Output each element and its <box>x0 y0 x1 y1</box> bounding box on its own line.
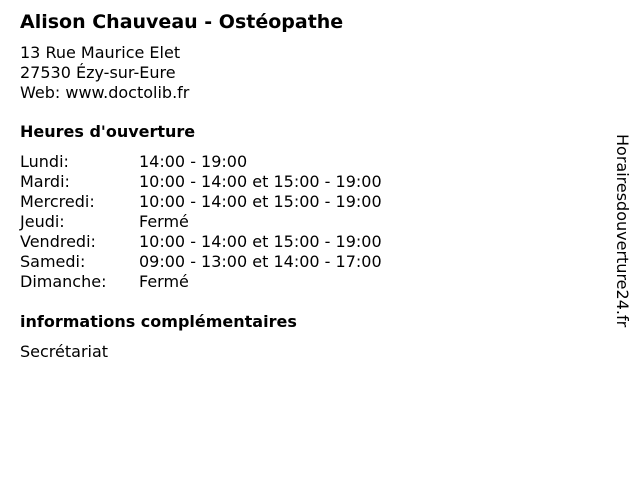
day-label: Mercredi: <box>20 192 95 211</box>
time-value: Fermé <box>139 272 189 291</box>
info-heading: informations complémentaires <box>20 312 297 331</box>
hours-row-sunday <box>20 272 600 292</box>
hours-row-wednesday <box>20 192 600 212</box>
hours-table <box>20 152 600 292</box>
time-value: 10:00 - 14:00 et 15:00 - 19:00 <box>139 232 382 251</box>
business-card <box>20 10 600 362</box>
day-label: Samedi: <box>20 252 86 271</box>
day-label: Dimanche: <box>20 272 107 291</box>
address-street: 13 Rue Maurice Elet <box>20 43 181 62</box>
side-brand-watermark: Horairesdouverture24.fr <box>613 134 632 328</box>
time-value: 10:00 - 14:00 et 15:00 - 19:00 <box>139 192 382 211</box>
time-value: 09:00 - 13:00 et 14:00 - 17:00 <box>139 252 382 271</box>
hours-heading: Heures d'ouverture <box>20 122 196 141</box>
day-label: Jeudi: <box>20 212 65 231</box>
time-value: 10:00 - 14:00 et 15:00 - 19:00 <box>139 172 382 191</box>
hours-row-saturday <box>20 252 600 272</box>
address-city: 27530 Ézy-sur-Eure <box>20 63 176 82</box>
hours-row-friday <box>20 232 600 252</box>
hours-row-tuesday <box>20 172 600 192</box>
day-label: Vendredi: <box>20 232 96 251</box>
website-line: Web: www.doctolib.fr <box>20 83 190 102</box>
day-label: Mardi: <box>20 172 70 191</box>
business-title: Alison Chauveau - Ostéopathe <box>20 11 344 33</box>
hours-row-thursday <box>20 212 600 232</box>
time-value: Fermé <box>139 212 189 231</box>
hours-row-monday <box>20 152 600 172</box>
day-label: Lundi: <box>20 152 69 171</box>
info-text: Secrétariat <box>20 342 109 361</box>
address-block <box>20 43 600 103</box>
time-value: 14:00 - 19:00 <box>139 152 248 171</box>
